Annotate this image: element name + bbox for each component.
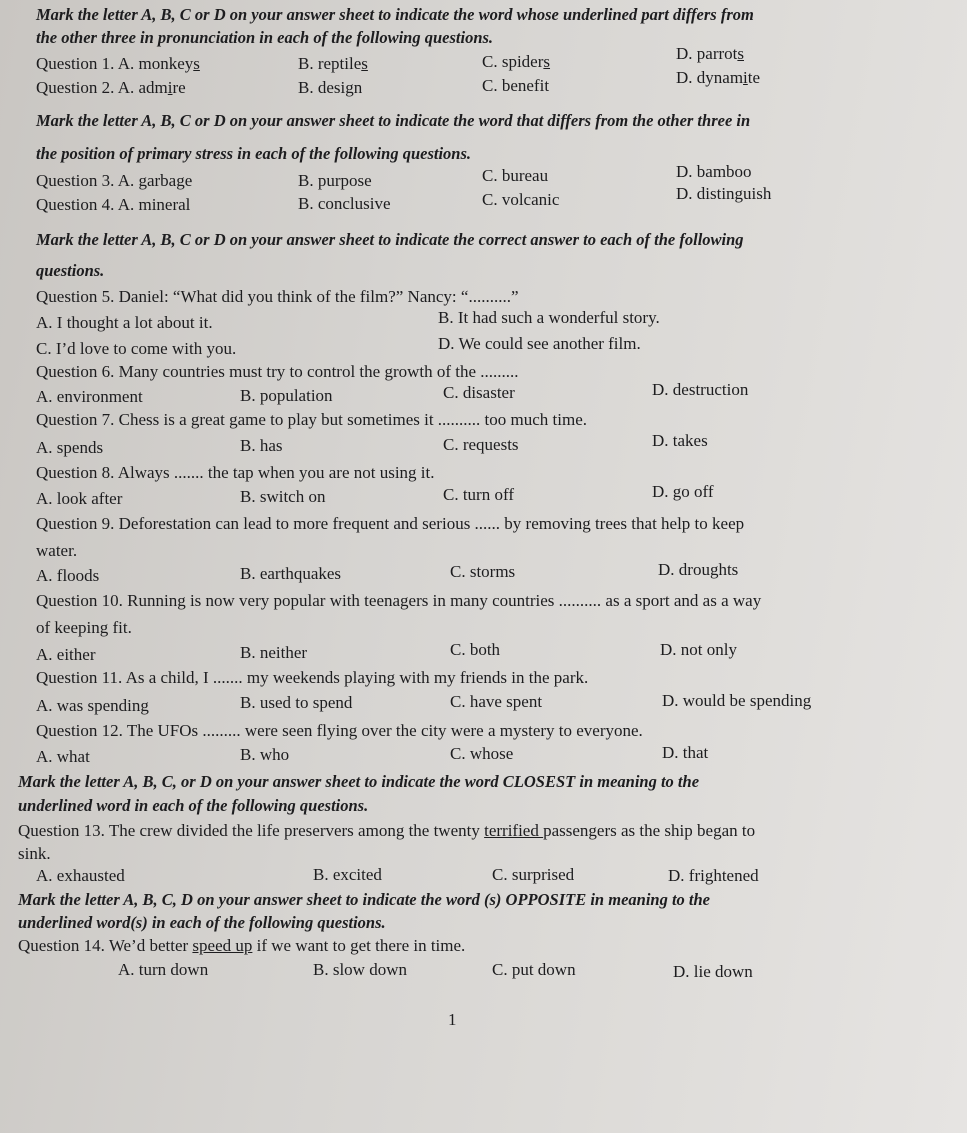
q14-option-b: B. slow down — [313, 960, 407, 979]
q9-option-b: B. earthquakes — [240, 564, 342, 583]
q13-option-b: B. excited — [313, 865, 382, 884]
q12-option-b: B. who — [240, 745, 290, 764]
q8-option-c: C. turn off — [443, 485, 514, 504]
q5-option-a: A. I thought a lot about it. — [36, 313, 213, 332]
q9-option-a: A. floods — [36, 566, 100, 585]
q3-option-c: C. bureau — [482, 166, 549, 185]
q10-option-d: D. not only — [660, 640, 737, 659]
q13-option-d: D. frightened — [668, 866, 759, 885]
q8-option-d: D. go off — [652, 482, 714, 501]
q4-option-c: C. volcanic — [482, 190, 560, 209]
q10-stem-line1: Question 10. Running is now very popular with teenagers in many countries .......... as a sport and as a way — [36, 591, 762, 610]
q8-option-a: A. look after — [36, 489, 123, 508]
instruction-closest-line2: underlined word in each of the following questions. — [18, 796, 369, 815]
instruction-correct-answer-line1: Mark the letter A, B, C or D on your answer sheet to indicate the correct answer to each of the following — [36, 230, 744, 249]
q2-option-d: D. dynamite — [676, 68, 761, 87]
q10-stem-line2: of keeping fit. — [36, 618, 132, 637]
q12-option-c: C. whose — [450, 744, 514, 763]
q5-option-c: C. I’d love to come with you. — [36, 339, 237, 358]
q13-stem-line1: Question 13. The crew divided the life preservers among the twenty terrified passengers as the ship began to — [18, 821, 756, 840]
q9-stem-line1: Question 9. Deforestation can lead to more frequent and serious ...... by removing trees that help to keep — [36, 514, 745, 533]
q14-stem: Question 14. We’d better speed up if we want to get there in time. — [18, 936, 466, 955]
q6-option-c: C. disaster — [443, 383, 515, 402]
q6-option-a: A. environment — [36, 387, 143, 406]
instruction-correct-answer-line2: questions. — [36, 261, 105, 280]
q13-stem-line2: sink. — [18, 844, 51, 863]
q13-option-a: A. exhausted — [36, 866, 125, 885]
q10-option-b: B. neither — [240, 643, 308, 662]
q4-option-b: B. conclusive — [298, 194, 391, 213]
q2-option-a: Question 2. A. admire — [36, 78, 186, 97]
q8-stem: Question 8. Always ....... the tap when you are not using it. — [36, 463, 435, 482]
q7-option-c: C. requests — [443, 435, 519, 454]
q3-option-b: B. purpose — [298, 171, 372, 190]
q1-option-b: B. reptiles — [298, 54, 368, 73]
q9-stem-line2: water. — [36, 541, 78, 560]
q10-option-a: A. either — [36, 645, 96, 664]
q2-option-c: C. benefit — [482, 76, 550, 95]
q13-option-c: C. surprised — [492, 865, 575, 884]
q11-option-d: D. would be spending — [662, 691, 812, 710]
q1-option-c: C. spiders — [482, 52, 551, 71]
q12-option-a: A. what — [36, 747, 90, 766]
instruction-pronunciation-line1: Mark the letter A, B, C or D on your answer sheet to indicate the word whose underlined part differs from — [36, 5, 754, 24]
q5-option-b: B. It had such a wonderful story. — [438, 308, 660, 327]
q7-option-a: A. spends — [36, 438, 104, 457]
q10-option-c: C. both — [450, 640, 501, 659]
q14-option-c: C. put down — [492, 960, 576, 979]
instruction-stress-line1: Mark the letter A, B, C or D on your answer sheet to indicate the word that differs from the other three in — [36, 111, 751, 130]
q6-stem: Question 6. Many countries must try to control the growth of the ......... — [36, 362, 519, 381]
q3-option-a: Question 3. A. garbage — [36, 171, 193, 190]
q7-stem: Question 7. Chess is a great game to play but sometimes it .......... too much time. — [36, 410, 588, 429]
q9-option-d: D. droughts — [658, 560, 739, 579]
q3-option-d: D. bamboo — [676, 162, 752, 181]
q4-option-a: Question 4. A. mineral — [36, 195, 191, 214]
q11-stem: Question 11. As a child, I ....... my weekends playing with my friends in the park. — [36, 668, 589, 687]
q7-option-b: B. has — [240, 436, 283, 455]
q12-stem: Question 12. The UFOs ......... were seen flying over the city were a mystery to everyone. — [36, 721, 643, 740]
q5-stem: Question 5. Daniel: “What did you think of the film?” Nancy: “..........” — [36, 287, 519, 306]
q6-option-b: B. population — [240, 386, 333, 405]
q11-option-c: C. have spent — [450, 692, 543, 711]
instruction-opposite-line2: underlined word(s) in each of the following questions. — [18, 913, 386, 932]
instruction-stress-line2: the position of primary stress in each of the following questions. — [36, 144, 472, 163]
q11-option-a: A. was spending — [36, 696, 149, 715]
q9-option-c: C. storms — [450, 562, 516, 581]
q7-option-d: D. takes — [652, 431, 708, 450]
q1-option-a: Question 1. A. monkeys — [36, 54, 200, 73]
q4-option-d: D. distinguish — [676, 184, 772, 203]
q8-option-b: B. switch on — [240, 487, 326, 506]
q12-option-d: D. that — [662, 743, 709, 762]
q11-option-b: B. used to spend — [240, 693, 353, 712]
q6-option-d: D. destruction — [652, 380, 749, 399]
page-number: 1 — [448, 1010, 457, 1029]
instruction-opposite-line1: Mark the letter A, B, C, D on your answer sheet to indicate the word (s) OPPOSITE in meaning to the — [18, 890, 710, 909]
instruction-closest-line1: Mark the letter A, B, C, or D on your answer sheet to indicate the word CLOSEST in meaning to the — [18, 772, 700, 791]
q5-option-d: D. We could see another film. — [438, 334, 641, 353]
q14-option-d: D. lie down — [673, 962, 753, 981]
q1-option-d: D. parrots — [676, 44, 744, 63]
q14-option-a: A. turn down — [118, 960, 209, 979]
q2-option-b: B. design — [298, 78, 363, 97]
instruction-pronunciation-line2: the other three in pronunciation in each of the following questions. — [36, 28, 494, 47]
